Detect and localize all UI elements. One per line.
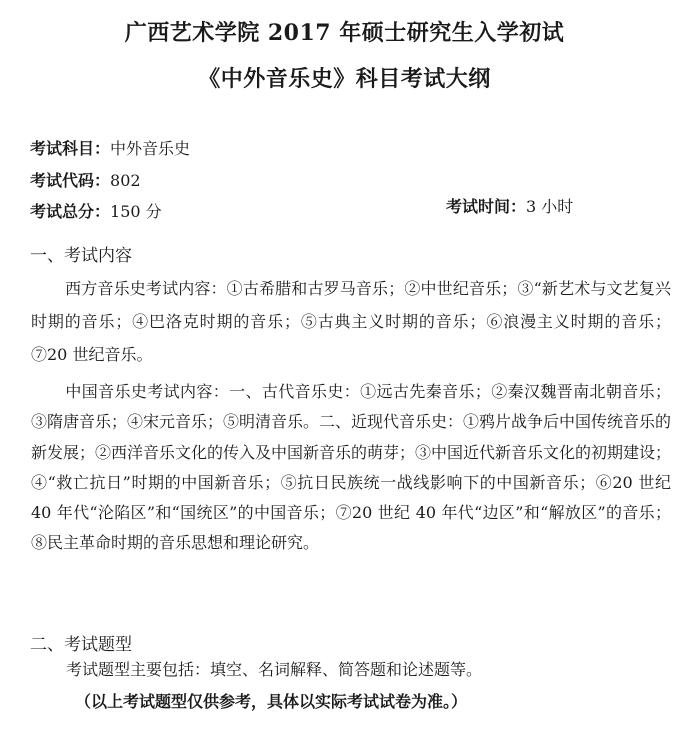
section-heading-question-types: 二、考试题型 xyxy=(30,635,132,655)
document-title-line2: 《中外音乐史》科目考试大纲 xyxy=(198,66,491,92)
exam-code-row xyxy=(30,168,141,191)
chinese-music-history-text: 中国音乐史考试内容：一、古代音乐史：①远古先秦音乐；②秦汉魏晋南北朝音乐；③隋唐音乐；④宋元音乐；⑤明清音乐。二、近现代音乐史：①鸦片战争后中国传统音乐的新发展；②西洋音乐文化的传入及中国新音乐的萌芽；③中国近代新音乐文化的初期建设；④“救亡抗日”时期的中国新音乐；⑤抗日民族统一战线影响下的中国新音乐；⑥20 世纪 40 年代“沦陷区”和“国统区”的中国音乐；⑦20 世纪 40 年代“边区”和“解放区”的音乐；⑧民主革命时期的音乐思想和理论研究。 xyxy=(31,382,672,553)
question-types-note: （以上考试题型仅供参考，具体以实际考试试卷为准。） xyxy=(75,692,468,711)
question-types-text: 考试题型主要包括：填空、名词解释、简答题和论述题等。 xyxy=(66,660,483,679)
exam-time-value: 3 小时 xyxy=(526,197,574,216)
exam-subject-value: 中外音乐史 xyxy=(110,139,191,158)
document-title-line1: 广西艺术学院 2017 年硕士研究生入学初试 xyxy=(124,20,565,46)
section-heading-content: 一、考试内容 xyxy=(30,246,132,266)
exam-code-value: 802 xyxy=(110,171,141,190)
exam-subject-label: 考试科目： xyxy=(30,139,111,158)
western-music-history-text: 西方音乐史考试内容：①古希腊和古罗马音乐；②中世纪音乐；③“新艺术与文艺复兴时期的音乐；④巴洛克时期的音乐；⑤古典主义时期的音乐；⑥浪漫主义时期的音乐；⑦20 世纪音乐。 xyxy=(31,279,671,364)
exam-subject-row xyxy=(30,136,190,159)
exam-score-row xyxy=(30,199,162,222)
western-music-history-paragraph xyxy=(31,272,671,371)
chinese-music-history-paragraph xyxy=(31,377,671,559)
exam-time-label: 考试时间： xyxy=(446,197,527,216)
exam-time-row xyxy=(446,194,573,217)
exam-code-label: 考试代码： xyxy=(30,171,111,190)
exam-score-value: 150 分 xyxy=(110,202,162,221)
exam-score-label: 考试总分： xyxy=(30,202,111,221)
